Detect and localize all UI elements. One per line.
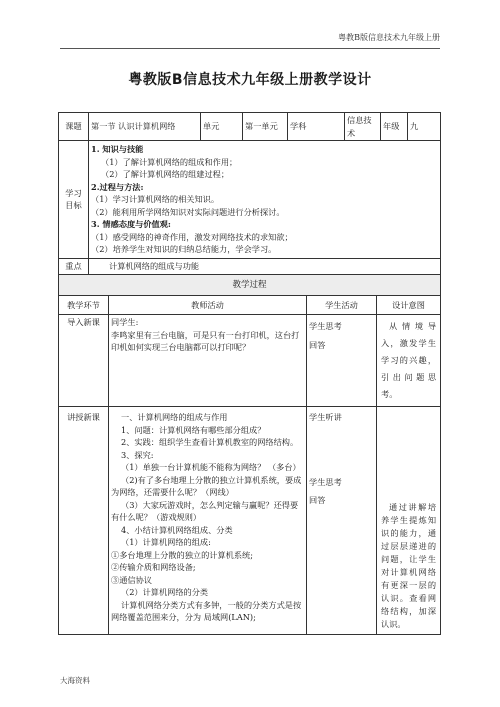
student-activity-cell	[307, 315, 377, 407]
teaching-process-table	[58, 274, 441, 635]
page-footer: 大海资料	[60, 676, 90, 685]
teacher-line: ③通信协议	[111, 574, 152, 585]
teacher-line: （2)有了多台地理上分散的独立计算机系统，要成为网络，还需要什么呢？（网线）	[111, 474, 302, 497]
objectives-content	[89, 141, 441, 259]
key-point-value: 计算机网络的组成与功能	[89, 258, 441, 275]
unit-label: 单元	[201, 113, 243, 141]
col-header-step: 教学环节	[59, 296, 109, 315]
objective-item: （2）了解计算机网络的组建过程；	[101, 169, 230, 179]
step-cell: 讲授新课	[59, 407, 109, 635]
col-header-student: 学生活动	[307, 296, 377, 315]
teacher-line: （3）大家玩游戏时，怎么判定输与赢呢？还得要有什么呢？（游戏规则）	[111, 499, 299, 522]
student-line: 学生思考	[309, 476, 342, 487]
objective-heading: 3. 情感态度与价值观:	[91, 219, 171, 229]
teacher-line: （1）单独一台计算机能不能称为网络？ （多台）	[121, 462, 301, 472]
step-cell: 导入新课	[59, 315, 109, 407]
grade-label: 年级	[381, 113, 408, 141]
teacher-line: 李鸣家里有三台电脑，可是只有一台打印机，这台打印机如何实现三台电脑都可以打印呢？	[111, 329, 300, 352]
teacher-line: ②传输介质和网络设备;	[111, 562, 196, 572]
table-row	[59, 407, 441, 635]
col-header-intent: 设计意图	[377, 296, 441, 315]
process-title: 教学过程	[59, 275, 441, 296]
lesson-info-table	[58, 112, 441, 293]
objective-item: （1）感受网络的神奇作用，激发对网络技术的求知欲；	[91, 231, 293, 242]
teacher-line: （2）计算机网络的分类	[121, 587, 209, 597]
objective-heading: 2.过程与方法:	[91, 181, 144, 192]
student-activity-cell	[307, 407, 377, 635]
design-intent-cell: 从情境导入，激发学生学习的兴趣，引出问题思考。	[377, 315, 441, 407]
student-line: 学生听讲	[309, 412, 342, 422]
design-intent-cell: 通过讲解培养学生提炼知识的能力，通过层层递进的问题，让学生对计算机网络有更深一层的认识。查看网络结构，加深认识。	[377, 407, 441, 635]
teacher-line: 计算机网络分类方式有多钟，一般的分类方式是按网络覆盖范围来分，分为 局域网(LAN);	[111, 599, 302, 622]
teacher-line: 4、小结计算机网络组成、分类	[121, 524, 233, 535]
subject-label: 学科	[288, 113, 345, 141]
objective-heading: 1. 知识与技能	[91, 144, 144, 154]
teacher-line: （1）计算机网络的组成:	[121, 537, 211, 547]
teacher-line: 一、计算机网络的组成与作用	[121, 412, 228, 422]
teacher-line: 同学生:	[111, 317, 139, 327]
objectives-label	[59, 141, 89, 259]
document-title: 粤教版B信息技术九年级上册教学设计	[128, 72, 372, 88]
teacher-activity-cell	[109, 315, 307, 407]
objectives-label-line-1: 学习	[65, 187, 82, 198]
lesson-value: 第一节 认识计算机网络	[89, 113, 201, 141]
lesson-label: 课题	[59, 113, 89, 141]
teacher-line: 1、问题：计算机网络有哪些部分组成？	[121, 424, 266, 435]
student-line: 回答	[309, 495, 326, 505]
teacher-line: 2、实践：组织学生查看计算机教室的网络结构。	[121, 437, 299, 447]
student-line: 学生思考	[309, 321, 342, 331]
objective-item: （1）了解计算机网络的组成和作用；	[101, 156, 238, 167]
page-header	[60, 30, 440, 49]
objective-item: （2）培养学生对知识的归纳总结能力，学会学习。	[91, 244, 277, 254]
key-point-label: 重点	[59, 258, 89, 275]
header-text: 粤教B版信息技术九年级上册	[338, 33, 440, 42]
teacher-activity-cell	[109, 407, 307, 635]
unit-value: 第一单元	[243, 113, 288, 141]
subject-value: 信息技术	[345, 113, 381, 141]
grade-value: 九	[408, 113, 441, 141]
objectives-label-line-2: 目标	[65, 200, 82, 211]
table-row	[59, 315, 441, 407]
objective-item: （1）学习计算机网络的相关知识。	[91, 194, 220, 204]
teacher-line: ①多台地理上分散的独立的计算机系统;	[111, 549, 253, 560]
objective-item: （2）能利用所学网络知识对实际问题进行分析探讨。	[91, 206, 285, 217]
student-line: 回答	[309, 339, 326, 350]
col-header-teacher: 教师活动	[109, 296, 307, 315]
teacher-line: 3、探究:	[121, 449, 154, 460]
